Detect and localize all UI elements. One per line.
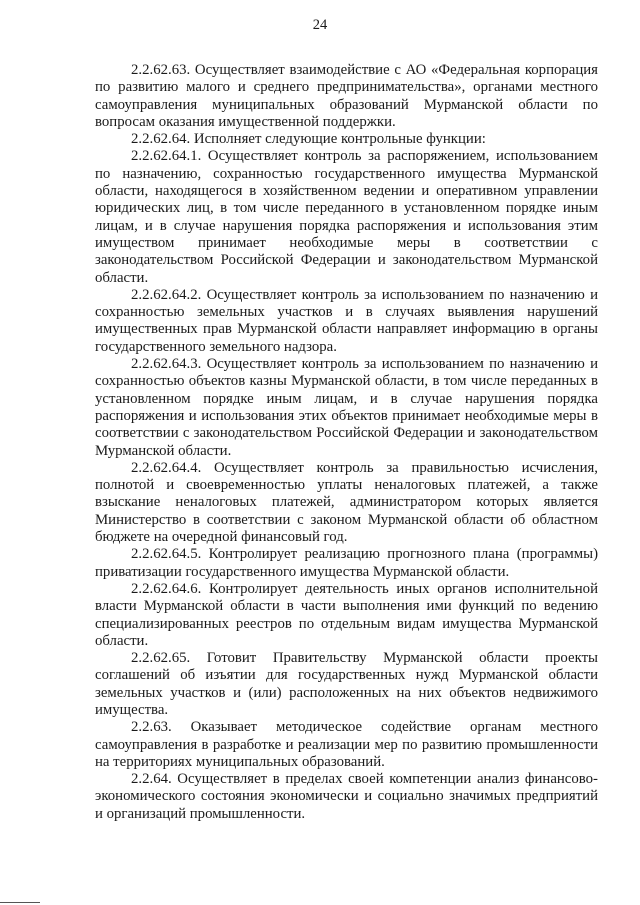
paragraph-2-2-62-64-6: 2.2.62.64.6. Контролирует деятельность иных органов исполнительной власти Мурманской области в части выполнения ими функций по ведению специализированных реестров по отдельным видам имущества Мурманской области. — [95, 580, 598, 649]
paragraph-2-2-62-64-1: 2.2.62.64.1. Осуществляет контроль за распоряжением, использованием по назначению, сохранностью государственного имущества Мурманской области, находящегося в хозяйственном ведении и оперативном управлении юридических лиц, в том числе переданного в установленном порядке иным лицам, и в случае нарушения порядка распоряжения и использования этим имуществом принимает необходимые меры в соответствии с законодательством Российской Федерации и законодательством Мурманской области. — [95, 148, 598, 286]
paragraph-2-2-63: 2.2.63. Оказывает методическое содействие органам местного самоуправления в разработке и реализации мер по развитию промышленности на территориях муниципальных образований. — [95, 719, 598, 770]
paragraph-2-2-62-64-5: 2.2.62.64.5. Контролирует реализацию прогнозного плана (программы) приватизации государственного имущества Мурманской области. — [95, 546, 598, 580]
paragraph-2-2-62-64-2: 2.2.62.64.2. Осуществляет контроль за использованием по назначению и сохранностью земельных участков и в случаях выявления нарушений имущественных прав Мурманской области направляет информацию в органы государственного земельного надзора. — [95, 286, 598, 355]
paragraph-2-2-62-64-3: 2.2.62.64.3. Осуществляет контроль за использованием по назначению и сохранностью объектов казны Мурманской области, в том числе переданных в установленном порядке иным лицам, и в случае нарушения порядка распоряжения и использования этих объектов принимает необходимые меры в соответствии с законодательством Российской Федерации и законодательством Мурманской области. — [95, 356, 598, 459]
page-number: 24 — [312, 17, 328, 33]
document-body — [95, 62, 598, 823]
paragraph-2-2-62-64-4: 2.2.62.64.4. Осуществляет контроль за правильностью исчисления, полнотой и своевременностью уплаты неналоговых платежей, а также взыскание неналоговых платежей, администратором которых является Министерство в соответствии с законом Мурманской области об областном бюджете на очередной финансовый год. — [95, 459, 598, 546]
footer-rule — [0, 902, 40, 903]
paragraph-2-2-62-65: 2.2.62.65. Готовит Правительству Мурманской области проекты соглашений об изъятии для государственных нужд Мурманской области земельных участков и (или) расположенных на них объектов недвижимого имущества. — [95, 650, 598, 718]
paragraph-2-2-62-63: 2.2.62.63. Осуществляет взаимодействие с АО «Федеральная корпорация по развитию малого и среднего предпринимательства», органами местного самоуправления муниципальных образований Мурманской области по вопросам оказания имущественной поддержки. — [95, 62, 598, 130]
paragraph-2-2-62-64: 2.2.62.64. Исполняет следующие контрольные функции: — [131, 131, 486, 148]
paragraph-2-2-64: 2.2.64. Осуществляет в пределах своей компетенции анализ финансово-экономического состояния экономически и социально значимых предприятий и организаций промышленности. — [95, 771, 598, 822]
